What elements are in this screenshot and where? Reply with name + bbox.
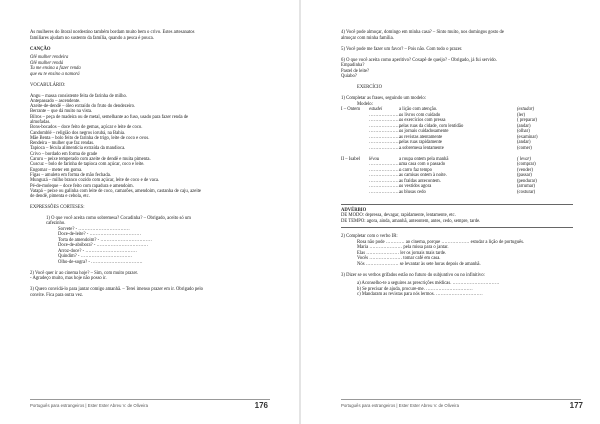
exercise-1-title: 1) Completar as frases, seguindo um modelo:	[341, 96, 427, 101]
text-line: Bons-bocados – doce feito de gemas, açúcar e leite de coco.	[30, 125, 143, 131]
text-line: Antepassado – ascendente.	[30, 98, 81, 104]
text-line: As mulheres do litoral nordestino também bordam muito bem o crivo. Estes artesanatos	[30, 30, 195, 35]
row-complement: os exercícios com pressa	[399, 118, 446, 123]
vocab-list	[30, 94, 270, 200]
row-verb[interactable]: …………………	[369, 162, 402, 167]
text-line: DE MODO: depressa, devagar, rapidamente, lentamente, etc.	[341, 213, 456, 218]
row-infinitive: ( levar)	[517, 156, 531, 162]
row-complement: os jornais cuidadosamente	[399, 129, 449, 134]
courtesy-q2	[30, 271, 270, 282]
row-infinitive: (pendurar)	[517, 178, 537, 184]
row-verb[interactable]: …………………	[369, 178, 402, 184]
courtesy-title: EXPRESSÕES CORTESES:	[30, 204, 85, 210]
row-verb[interactable]: …………………	[369, 112, 402, 118]
text-line: Tu me ensina a fazer renda	[30, 66, 81, 71]
courtesy-q6	[341, 58, 573, 80]
text-line: - Agradeço muito, mas hoje não posso ir.	[30, 276, 107, 282]
intro-text	[30, 30, 270, 41]
text-line: Doce-de-abóbora? - ……………………………	[58, 243, 149, 249]
row-subject: II – Isabel	[341, 156, 361, 162]
text-line: Olê mulher rendá	[30, 60, 64, 66]
text-line: 4) Você pode almoçar, domingo em minha casa? – Sinto muito, nos domingos gosto de	[341, 30, 504, 35]
courtesy-items	[30, 227, 270, 266]
courtesy-q1-cont: cafezinho.	[46, 221, 66, 227]
right-page	[301, 0, 600, 424]
row-infinitive: (examinar)	[517, 134, 538, 140]
row-verb: lévou	[369, 156, 380, 162]
text-line: Maria ………………… pela missa para o jantar.	[357, 245, 449, 250]
text-line: Engomar – meter em goma.	[30, 167, 83, 173]
row-subject	[341, 146, 369, 152]
row-verb[interactable]: …………………	[369, 145, 402, 151]
row-complement: uma casa com o passado	[399, 162, 446, 167]
exercise-2-lines	[341, 240, 573, 268]
text-line: Arroz-doce? - ……………………………	[58, 248, 137, 254]
text-line: Tapioca – fécula alimentícia extraída da mandioca.	[30, 146, 126, 152]
left-page	[0, 0, 299, 424]
text-line: Nós ………………… se levantar às sete horas depois de amanhã.	[357, 261, 481, 267]
courtesy-q5: 5) Você pode me fazer um favor? – Pois não. Com todo o prazer.	[341, 46, 463, 52]
text-line: 6) O que você aceita como aperitivo? Coxapê de queijo? - Obrigado, já fui servido.	[341, 57, 497, 63]
row-subject: I – Ontem	[341, 107, 361, 112]
row-infinitive: (estudar)	[517, 107, 535, 112]
text-line: Fígas – amuleto em forma de mão fechada.	[30, 172, 111, 178]
text-line: almofadas.	[30, 119, 51, 125]
text-line: Quiabo?	[341, 74, 357, 79]
text-line: Bilros – peça de madeira ou de metal, semelhante ao fuso, usado para fazer renda de	[30, 114, 189, 120]
row-complement: a lição com atenção.	[399, 107, 438, 112]
row-infinitive: (passar)	[517, 173, 532, 178]
row-infinitive: (comer)	[517, 145, 532, 151]
row-infinitive: (ler)	[517, 112, 526, 118]
courtesy-q3	[30, 287, 270, 298]
text-line: Caruru – peixe temperado com azeite de dendê e muita pimenta.	[30, 157, 151, 163]
text-line: Elas ………………… ler os jornais mais tarde.	[357, 250, 447, 256]
row-verb[interactable]: …………………	[369, 118, 402, 123]
song-title: CANÇÃO	[30, 46, 51, 52]
vocab-title: VOCABULÁRIO:	[30, 82, 66, 88]
text-line: Vatapá – peixe ou galinha com leite de coco, camarões, amendoim, castanha de caju, azeite	[30, 188, 202, 194]
footer-text: Português para estrangeiros | Ester Ester Abreu V. de Oliveira	[30, 403, 148, 408]
text-line: Pastel de leite?	[341, 68, 370, 74]
row-infinitive: (vender)	[517, 167, 533, 173]
text-line: familiares ajudam no sustento da família, quando a pesca é pouca.	[30, 35, 154, 41]
text-line: Quindim? - ……………………………	[58, 254, 133, 260]
text-line: Empadinha?	[341, 63, 365, 68]
courtesy-q4	[341, 30, 573, 41]
section-divider	[341, 227, 573, 228]
row-infinitive: (olhar)	[517, 129, 530, 134]
exercise-title: EXERCÍCIO	[357, 85, 382, 90]
exercise-1-model: Modelo:	[357, 101, 373, 107]
row-verb[interactable]: …………………	[369, 129, 402, 134]
row-infinitive: (andar)	[517, 123, 531, 129]
text-line: almoçar com minha família.	[341, 35, 394, 41]
row-verb: estudei	[369, 107, 383, 112]
text-line: Mãe Benta – bolo feito de farinha de trigo, leite de coco e ovos.	[30, 135, 150, 141]
row-complement: a roupa ontem pela manhã	[399, 156, 449, 162]
row-verb[interactable]: …………………	[369, 134, 402, 140]
text-line: b) Se precisar de ajuda, procure-me. …………………………	[357, 286, 473, 292]
row-subject	[341, 190, 369, 196]
text-line: Rosa não pode ………… ao cinema, porque ……………… estudar a lição de português.	[357, 239, 525, 245]
row-infinitive: ( preparar)	[517, 118, 537, 123]
text-line: Munguzá – milho branco cozido com açúcar, leite de coco e de vaca.	[30, 178, 160, 184]
text-line: Vocês ………………… tomar café em casa.	[357, 256, 441, 261]
exercise-1-table-b	[341, 157, 573, 196]
text-line: c) Mandaram as revistas para nós lermos. …………………………	[357, 292, 483, 297]
row-infinitive: (andar)	[517, 140, 531, 145]
exercise-row	[341, 146, 573, 152]
text-line: Olho-de-sogra? - ……………………………	[58, 259, 143, 265]
text-line: Rendeira – mulher que faz rendas.	[30, 141, 95, 147]
row-verb[interactable]: …………………	[369, 173, 402, 178]
row-infinitive: (arrumar)	[517, 184, 535, 189]
row-infinitive: (costurar)	[517, 189, 536, 195]
text-line: Azeite-de-dendê – óleo extraído do fruto do dendezeiro.	[30, 104, 136, 110]
text-line: Angu – massa consistente feita de farinha de milho.	[30, 93, 127, 99]
section-divider	[341, 204, 573, 205]
row-verb[interactable]: …………………	[369, 184, 402, 189]
row-complement: os vestidos agora	[399, 184, 432, 189]
row-complement: pelas ruas da cidade, com lentidão	[399, 123, 464, 129]
text-line: DE TEMPO: agora, ainda, amanhã, anteontem, antes, cedo, sempre, tarde.	[341, 218, 481, 224]
text-line: Torta de amendoim? - ……………………………	[58, 237, 152, 243]
text-line: Sorvete? - ……………………………	[58, 226, 130, 232]
text-line: Doce-de-leite? - ……………………………	[58, 232, 142, 238]
exercise-2-title: 2) Completar com o verbo IR:	[341, 234, 398, 239]
right-page-content	[341, 30, 573, 298]
row-verb[interactable]: …………………	[369, 123, 402, 129]
text-line: Berrante – que dá muito na vista.	[30, 109, 93, 115]
text-line: Pé-de-moleque – doce feito com rapadura e amendoim.	[30, 183, 134, 189]
page-number: 177	[569, 401, 583, 410]
exercise-3-title: 3) Dizer se os verbos grifados estão no futuro do subjuntivo ou no infinitivo:	[341, 272, 485, 278]
row-infinitive: (comprar)	[517, 162, 536, 167]
row-verb[interactable]: …………………	[369, 140, 402, 145]
row-verb[interactable]: …………………	[369, 167, 402, 173]
text-line: Cuscuz – bolo de farinha de tapioca com açúcar, coco e leite.	[30, 162, 145, 168]
exercise-row	[341, 190, 573, 196]
text-line: Crivo – bordado em forma de grade	[30, 151, 98, 157]
song-lyrics	[30, 55, 270, 77]
adverb-title: ADVÉRBIO	[341, 207, 367, 213]
left-footer	[30, 399, 270, 409]
text-line: Olê mulher rendeira	[30, 55, 69, 60]
row-complement: as revistas atentamente	[399, 134, 443, 140]
row-complement: pelas ruas rapidamente	[399, 140, 442, 145]
text-line: Candomblé – religião dos negros iorubá, na Bahia.	[30, 130, 126, 136]
text-line: que eu te ensino a namorá	[30, 71, 80, 77]
row-complement: a sobremesa lentamente	[399, 145, 444, 151]
adverb-lines	[341, 213, 573, 224]
footer-text: Português para estrangeiros | Ester Ester Abreu V. de Oliveira	[341, 403, 459, 408]
text-line: convite. Fica para outra vez.	[30, 292, 84, 298]
text-line: a) Aconselho-te a seguires as prescrições médicas. …………………………	[357, 281, 500, 286]
exercise-3-lines	[341, 281, 573, 298]
row-verb[interactable]: …………………	[369, 189, 402, 195]
text-line: de dendê, pimenta e cebola, etc.	[30, 194, 90, 200]
text-line: 2) Você quer ir ao cinema hoje? – Sim, com muito prazer.	[30, 270, 138, 276]
text-line: 3) Quero convidá-lo para jantar comigo amanhã. – Terei imenso prazer em ir. Obrigado pelo	[30, 287, 203, 293]
row-complement: o carro faz tempo	[399, 167, 432, 173]
row-complement: as fraldas antecontem.	[399, 178, 441, 184]
row-complement: as blusas cedo	[399, 189, 426, 195]
page-number: 176	[254, 401, 268, 410]
exercise-1-table-a	[341, 107, 573, 151]
left-page-content	[30, 30, 270, 298]
right-footer	[341, 399, 581, 409]
row-complement: as camisas ontem à noite.	[399, 173, 447, 178]
courtesy-q1: 1) O que você aceita como sobremesa? Cocadinha? – Obrigado, aceito só um	[46, 215, 191, 221]
row-complement: os livros com cuidado	[399, 112, 441, 118]
